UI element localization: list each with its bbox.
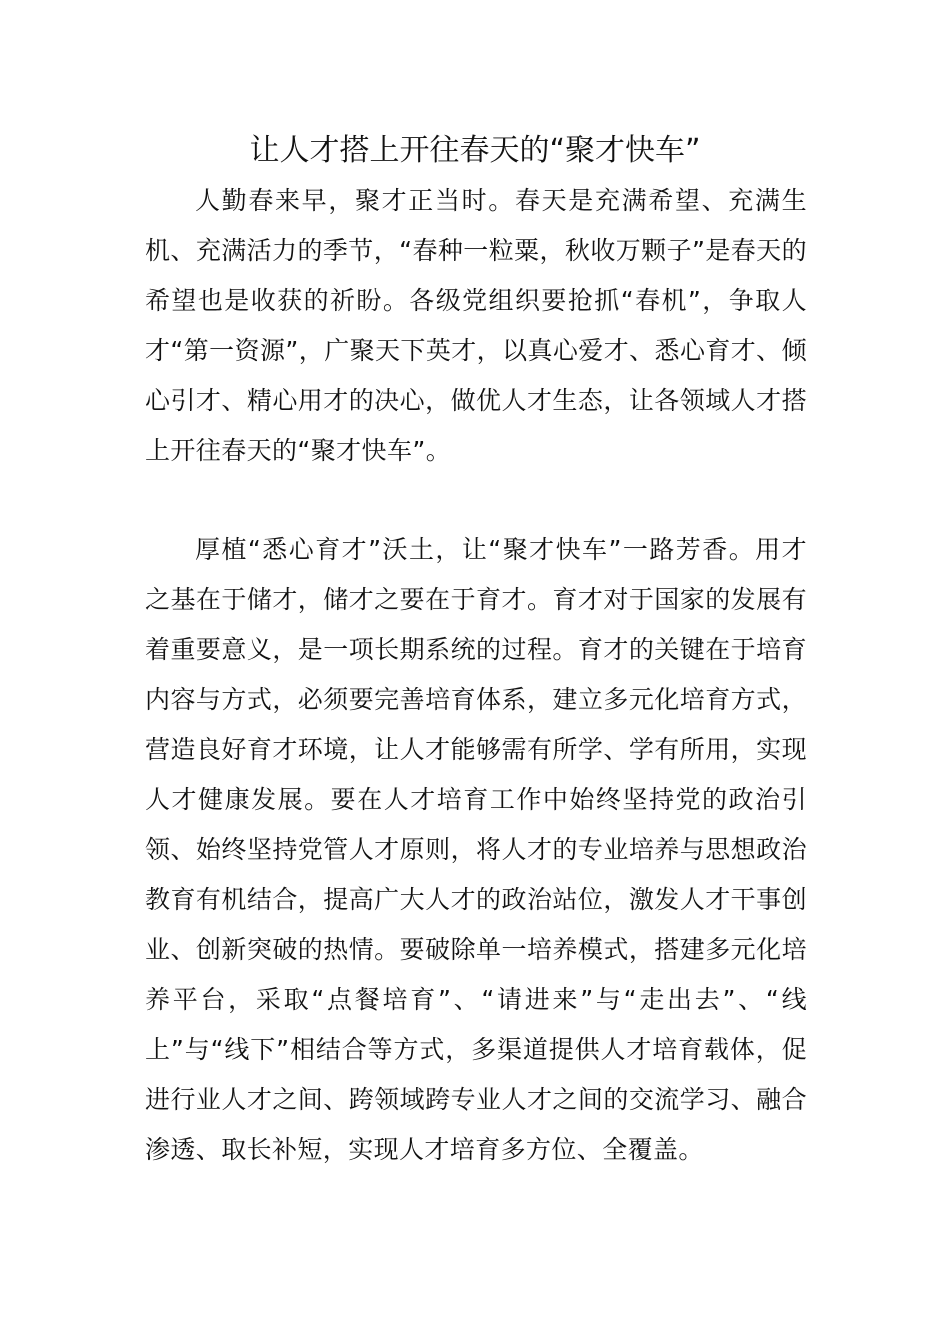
paragraph-cultivate-talent: 厚植“悉心育才”沃土，让“聚才快车”一路芳香。用才之基在于储才，储才之要在于育才。育才对于国家的发展有着重要意义，是一项长期系统的过程。育才的关键在于培育内容与方式，必须要完善培育体系，建立多元化培育方式，营造良好育才环境，让人才能够需有所学、学有所用，实现人才健康发展。要在人才培育工作中始终坚持党的政治引领、始终坚持党管人才原则，将人才的专业培养与思想政治教育有机结合，提高广大人才的政治站位，激发人才干事创业、创新突破的热情。要破除单一培养模式，搭建多元化培养平台，采取“点餐培育”、“请进来”与“走出去”、“线上”与“线下”相结合等方式，多渠道提供人才培育载体，促进行业人才之间、跨领域跨专业人才之间的交流学习、融合渗透、取长补短，实现人才培育多方位、全覆盖。 bbox=[145, 535, 807, 1164]
document-title: 让人才搭上开往春天的“聚才快车” bbox=[249, 133, 701, 168]
paragraph-intro: 人勤春来早，聚才正当时。春天是充满希望、充满生机、充满活力的季节，“春种一粒粟，秋收万颗子”是春天的希望也是收获的祈盼。各级党组织要抢抓“春机”，争取人才“第一资源”，广聚天下英才，以真心爱才、悉心育才、倾心引才、精心用才的决心，做优人才生态，让各领域人才搭上开往春天的“聚才快车”。 bbox=[145, 186, 807, 465]
